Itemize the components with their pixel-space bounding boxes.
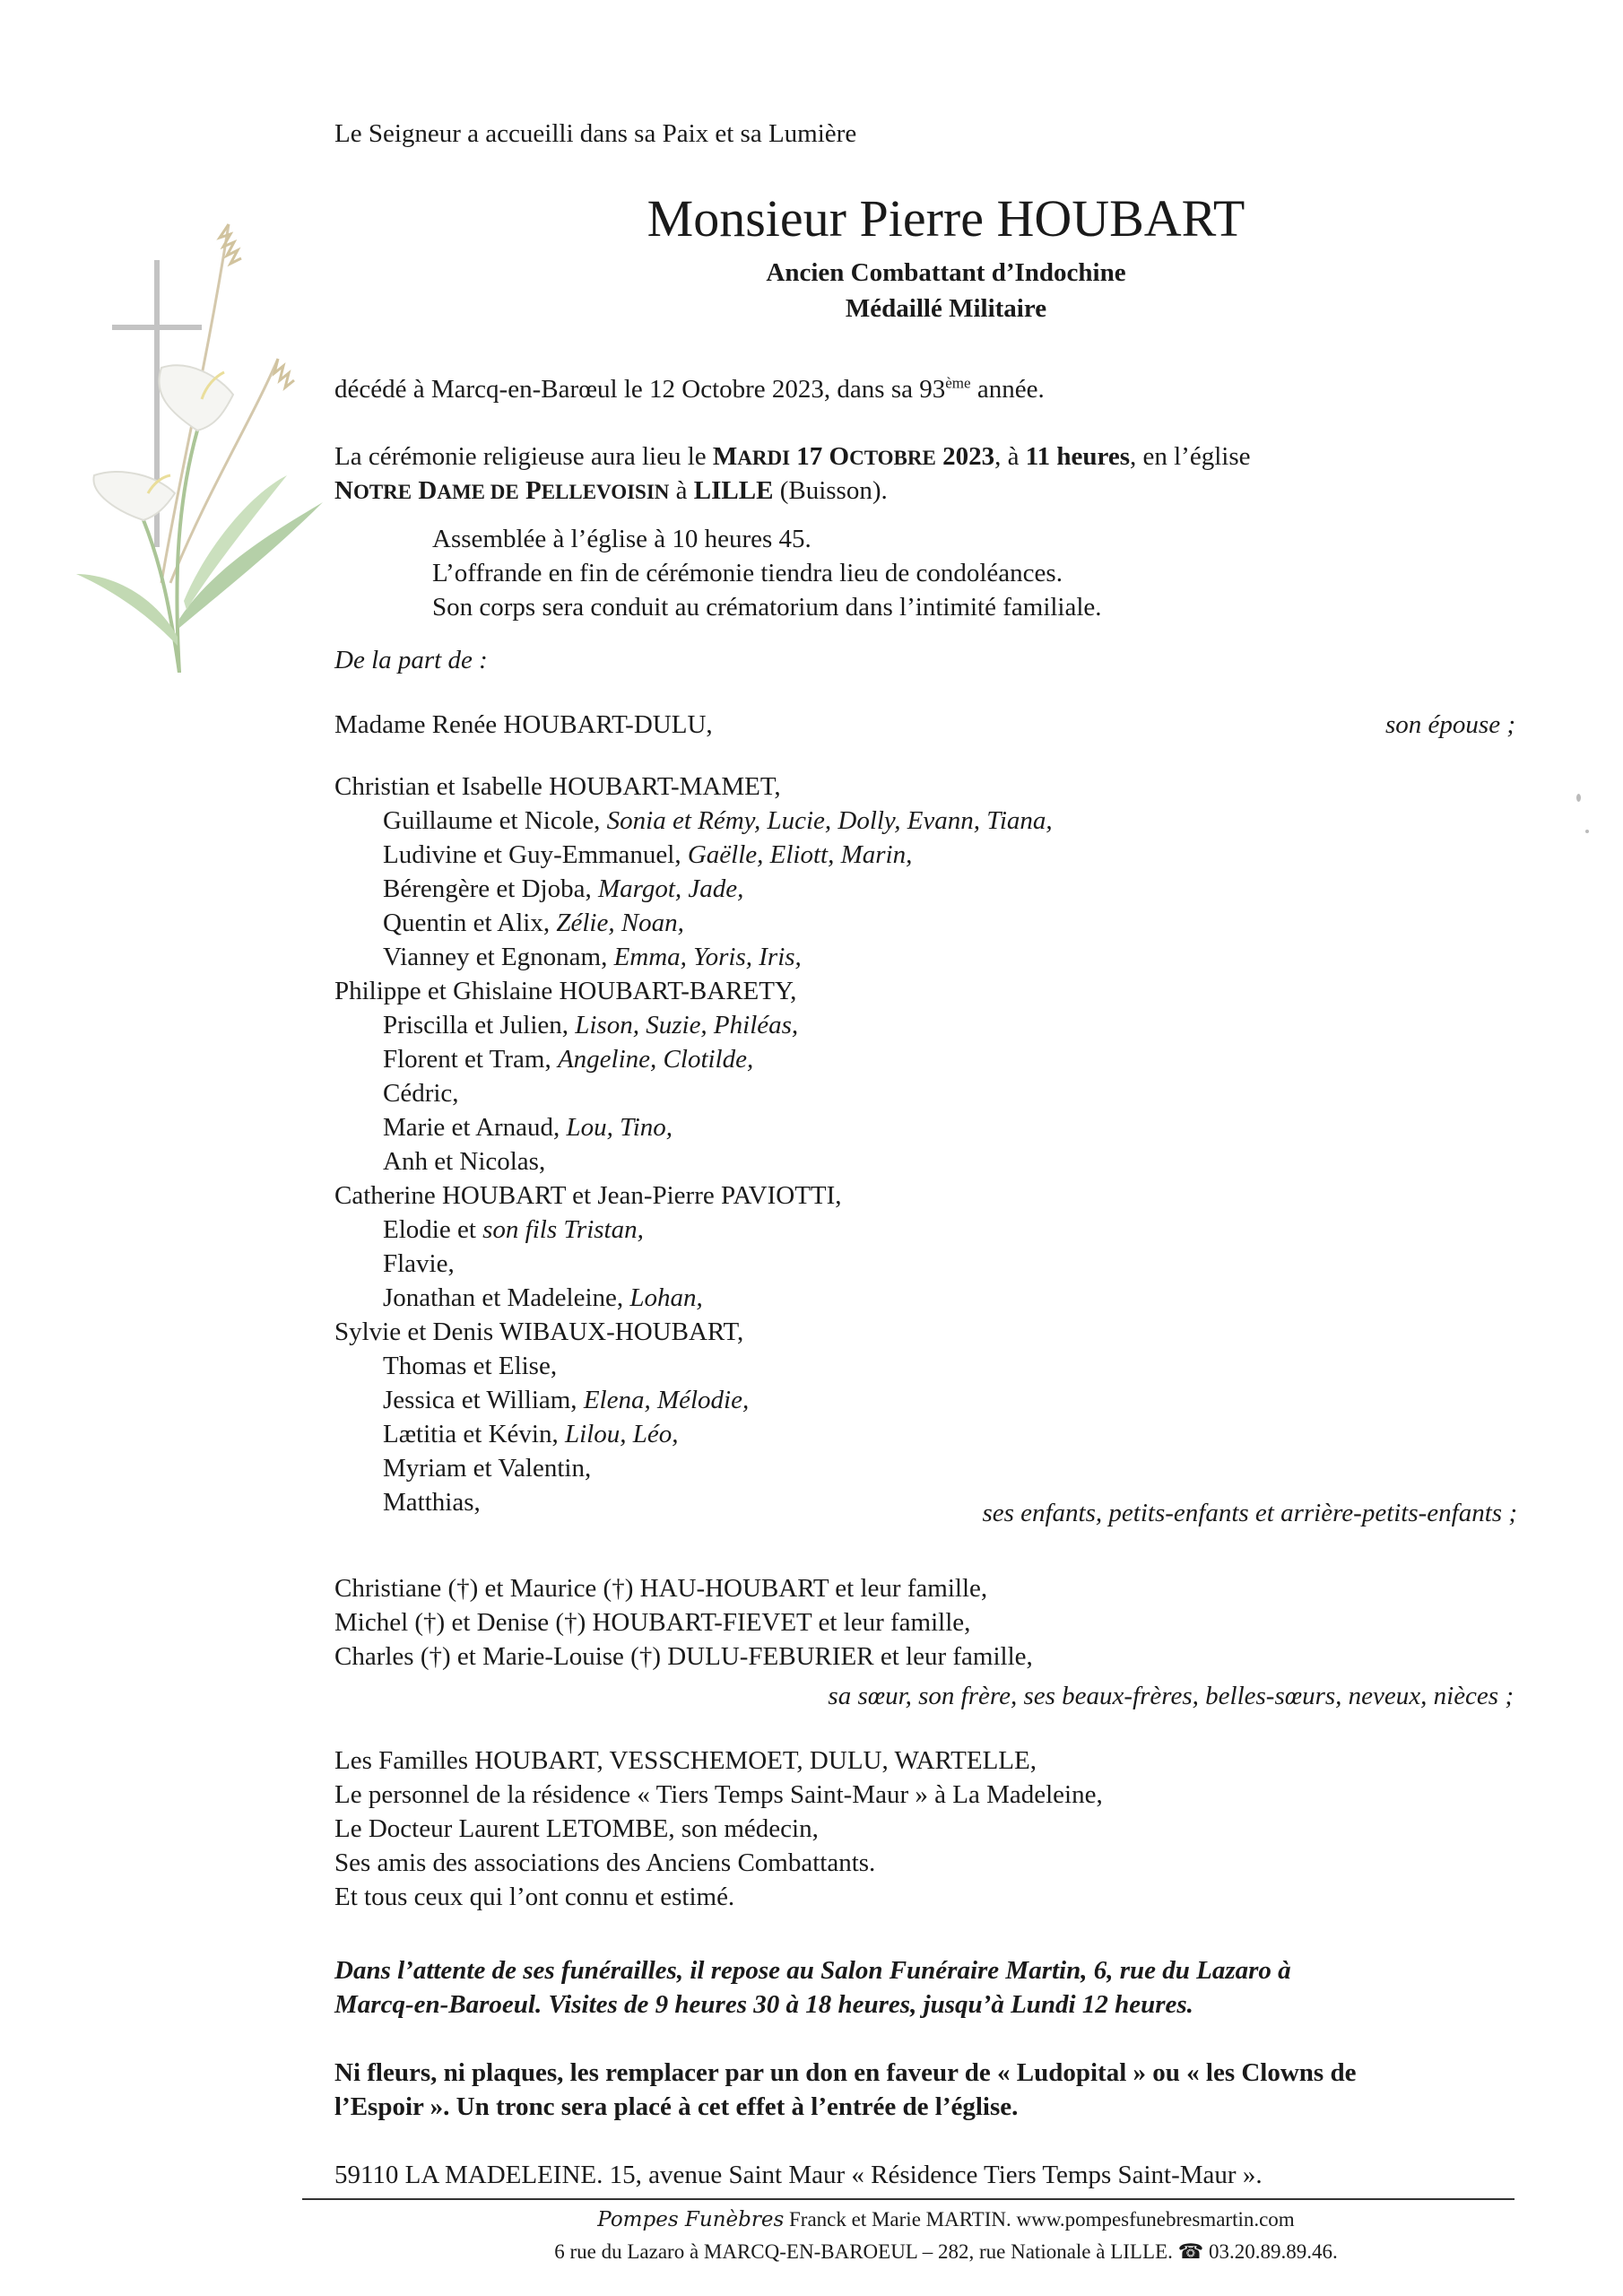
phone-icon: ☎ [1177, 2240, 1204, 2263]
family-grandchild: Ludivine et Guy-Emmanuel, Gaëlle, Eliott, Marin, [383, 840, 913, 869]
title-medal: Médaillé Militaire [845, 294, 1047, 323]
flowers-notice: l’Espoir ». Un tronc sera placé à cet effet à l’entrée de l’église. [334, 2092, 1019, 2121]
footer-line-1: Pompes Funèbres Franck et Marie MARTIN. www.pompesfunebresmartin.com [597, 2208, 1295, 2231]
family-child: Philippe et Ghislaine HOUBART-BARETY, [334, 977, 797, 1005]
brand-script: Pompes Funèbres [597, 2208, 785, 2231]
intro-line: Le Seigneur a accueilli dans sa Paix et sa Lumière [334, 119, 857, 148]
family-child: Catherine HOUBART et Jean-Pierre PAVIOTTI, [334, 1181, 842, 1210]
others-line: Le Docteur Laurent LETOMBE, son médecin, [334, 1814, 819, 1843]
others-line: Ses amis des associations des Anciens Combattants. [334, 1848, 876, 1877]
family-grandchild: Jonathan et Madeleine, Lohan, [383, 1283, 703, 1312]
ceremony-line-2: NOTRE DAME DE PELLEVOISIN à LILLE (Buisson). [334, 476, 888, 505]
family-grandchild: Cédric, [383, 1079, 459, 1108]
children-role: ses enfants, petits-enfants et arrière-petits-enfants ; [982, 1499, 1517, 1527]
sibling-line: Christiane (†) et Maurice (†) HAU-HOUBART et leur famille, [334, 1574, 988, 1603]
ceremony-line-1: La cérémonie religieuse aura lieu le MARDI 17 OCTOBRE 2023, à 11 heures, en l’église [334, 442, 1251, 471]
ceremony-detail: Assemblée à l’église à 10 heures 45. [432, 525, 812, 553]
rest-notice: Marcq-en-Baroeul. Visites de 9 heures 30 à 18 heures, jusqu’à Lundi 12 heures. [334, 1990, 1193, 2019]
family-grandchild: Marie et Arnaud, Lou, Tino, [383, 1113, 673, 1142]
family-grandchild: Priscilla et Julien, Lison, Suzie, Philéas, [383, 1011, 799, 1039]
sibling-line: Charles (†) et Marie-Louise (†) DULU-FEBURIER et leur famille, [334, 1642, 1033, 1671]
ceremony-detail: Son corps sera conduit au crématorium dans l’intimité familiale. [432, 593, 1102, 622]
siblings-role: sa sœur, son frère, ses beaux-frères, belles-sœurs, neveux, nièces ; [828, 1682, 1514, 1710]
others-line: Les Familles HOUBART, VESSCHEMOET, DULU, WARTELLE, [334, 1746, 1037, 1775]
rest-notice: Dans l’attente de ses funérailles, il repose au Salon Funéraire Martin, 6, rue du Lazaro à [334, 1956, 1291, 1985]
family-child: Christian et Isabelle HOUBART-MAMET, [334, 772, 781, 801]
spouse-name: Madame Renée HOUBART-DULU, [334, 710, 713, 739]
family-grandchild: Thomas et Elise, [383, 1352, 558, 1380]
death-line: décédé à Marcq-en-Barœul le 12 Octobre 2023, dans sa 93ème année. [334, 374, 1045, 404]
family-grandchild: Jessica et William, Elena, Mélodie, [383, 1386, 750, 1414]
family-child: Sylvie et Denis WIBAUX-HOUBART, [334, 1318, 744, 1346]
family-grandchild: Myriam et Valentin, [383, 1454, 592, 1483]
footer-line-2: 6 rue du Lazaro à MARCQ-EN-BAROEUL – 282, rue Nationale à LILLE. ☎ 03.20.89.89.46. [554, 2240, 1338, 2263]
others-line: Et tous ceux qui l’ont connu et estimé. [334, 1883, 735, 1911]
family-grandchild: Bérengère et Djoba, Margot, Jade, [383, 874, 744, 903]
family-grandchild: Elodie et son fils Tristan, [383, 1215, 644, 1244]
from-label: De la part de : [334, 646, 488, 674]
sibling-line: Michel (†) et Denise (†) HOUBART-FIEVET et leur famille, [334, 1608, 971, 1637]
flowers-notice: Ni fleurs, ni plaques, les remplacer par un don en faveur de « Ludopital » ou « les Clowns de [334, 2058, 1357, 2087]
footer-divider [302, 2198, 1515, 2200]
family-grandchild: Guillaume et Nicole, Sonia et Rémy, Lucie, Dolly, Evann, Tiana, [383, 806, 1053, 835]
scan-speck [1585, 830, 1589, 833]
title-veteran: Ancien Combattant d’Indochine [766, 258, 1126, 287]
family-grandchild: Flavie, [383, 1249, 455, 1278]
spouse-role: son épouse ; [1385, 710, 1515, 739]
family-grandchild: Lætitia et Kévin, Lilou, Léo, [383, 1420, 679, 1448]
family-grandchild: Matthias, [383, 1488, 481, 1517]
ceremony-detail: L’offrande en fin de cérémonie tiendra lieu de condoléances. [432, 559, 1063, 587]
deceased-name: Monsieur Pierre HOUBART [647, 189, 1245, 248]
address: 59110 LA MADELEINE. 15, avenue Saint Maur « Résidence Tiers Temps Saint-Maur ». [334, 2161, 1263, 2189]
family-grandchild: Quentin et Alix, Zélie, Noan, [383, 909, 684, 937]
scan-speck [1576, 794, 1581, 802]
family-grandchild: Florent et Tram, Angeline, Clotilde, [383, 1045, 754, 1074]
others-line: Le personnel de la résidence « Tiers Temps Saint-Maur » à La Madeleine, [334, 1780, 1103, 1809]
family-grandchild: Anh et Nicolas, [383, 1147, 546, 1176]
family-grandchild: Vianney et Egnonam, Emma, Yoris, Iris, [383, 943, 802, 971]
